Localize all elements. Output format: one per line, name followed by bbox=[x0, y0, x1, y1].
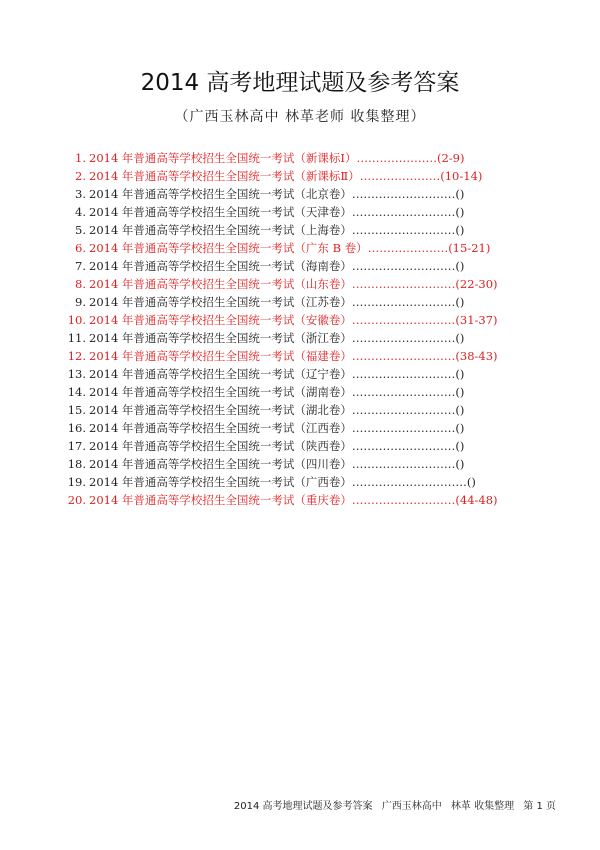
toc-entry-exam: 2014 年普通高等学校招生全国统一考试 bbox=[89, 403, 295, 417]
toc-entry-pages: () bbox=[455, 385, 465, 399]
toc-entry-exam: 2014 年普通高等学校招生全国统一考试 bbox=[89, 241, 295, 255]
toc-entry-exam: 2014 年普通高等学校招生全国统一考试 bbox=[89, 223, 295, 237]
toc-entry[interactable] bbox=[58, 383, 558, 401]
toc-entry-leader: ……………………… bbox=[351, 403, 456, 417]
toc-entry-number: 16. bbox=[67, 421, 86, 435]
toc-entry-paper: （新课标Ⅰ） bbox=[294, 151, 357, 165]
toc-entry-pages: (31-37) bbox=[455, 313, 498, 327]
toc-entry-leader: ………………………… bbox=[351, 475, 467, 489]
toc-entry-leader: ……………………… bbox=[351, 493, 456, 507]
toc-entry-pages: () bbox=[466, 475, 476, 489]
toc-entry-exam: 2014 年普通高等学校招生全国统一考试 bbox=[89, 277, 295, 291]
toc-entry[interactable] bbox=[58, 239, 558, 257]
toc-entry-number: 5. bbox=[75, 223, 86, 237]
toc-entry-number: 17. bbox=[67, 439, 86, 453]
toc-entry[interactable] bbox=[58, 275, 558, 293]
toc-entry-exam: 2014 年普通高等学校招生全国统一考试 bbox=[89, 331, 295, 345]
toc-entry-pages: () bbox=[455, 367, 465, 381]
toc-entry[interactable] bbox=[58, 221, 558, 239]
toc-entry-pages: (2-9) bbox=[436, 151, 465, 165]
toc-entry-paper: （辽宁卷） bbox=[294, 367, 352, 381]
toc-entry[interactable] bbox=[58, 455, 558, 473]
toc-entry[interactable] bbox=[58, 185, 558, 203]
toc-entry-number: 11. bbox=[67, 331, 86, 345]
toc-entry-number: 1. bbox=[75, 151, 86, 165]
toc-entry-exam: 2014 年普通高等学校招生全国统一考试 bbox=[89, 457, 295, 471]
footer-page-number: 第 1 页 bbox=[523, 801, 556, 812]
toc-entry-paper: （新课标Ⅱ） bbox=[294, 169, 360, 183]
toc-entry-number: 7. bbox=[75, 259, 86, 273]
toc-entry-paper: （广东 B 卷） bbox=[294, 241, 368, 255]
footer-doc-title: 2014 高考地理试题及参考答案 bbox=[233, 801, 373, 812]
toc-entry-paper: （江苏卷） bbox=[294, 295, 352, 309]
toc-entry[interactable] bbox=[58, 419, 558, 437]
toc-entry[interactable] bbox=[58, 491, 558, 509]
toc-entry-leader: ……………………… bbox=[351, 259, 456, 273]
toc-entry-leader: ……………………… bbox=[351, 457, 456, 471]
table-of-contents bbox=[58, 149, 558, 509]
toc-entry-paper: （北京卷） bbox=[294, 187, 352, 201]
toc-entry-exam: 2014 年普通高等学校招生全国统一考试 bbox=[89, 367, 295, 381]
toc-entry-exam: 2014 年普通高等学校招生全国统一考试 bbox=[89, 205, 295, 219]
toc-entry[interactable] bbox=[58, 167, 558, 185]
page-title: 2014 高考地理试题及参考答案 bbox=[140, 70, 460, 96]
toc-entry-exam: 2014 年普通高等学校招生全国统一考试 bbox=[89, 421, 295, 435]
toc-entry[interactable] bbox=[58, 311, 558, 329]
toc-entry-paper: （江西卷） bbox=[294, 421, 352, 435]
toc-entry-pages: (38-43) bbox=[455, 349, 498, 363]
toc-entry-pages: (22-30) bbox=[455, 277, 498, 291]
toc-entry-leader: ……………………… bbox=[351, 367, 456, 381]
toc-entry-number: 3. bbox=[75, 187, 86, 201]
toc-entry-number: 20. bbox=[67, 493, 86, 507]
toc-entry-pages: () bbox=[455, 205, 465, 219]
toc-entry-pages: () bbox=[455, 331, 465, 345]
toc-entry-leader: ……………………… bbox=[351, 223, 456, 237]
toc-entry[interactable] bbox=[58, 473, 558, 491]
toc-entry-paper: （四川卷） bbox=[294, 457, 352, 471]
toc-entry-paper: （安徽卷） bbox=[294, 313, 352, 327]
toc-entry-number: 2. bbox=[75, 169, 86, 183]
toc-entry-exam: 2014 年普通高等学校招生全国统一考试 bbox=[89, 439, 295, 453]
toc-entry-number: 14. bbox=[67, 385, 86, 399]
toc-entry-pages: (44-48) bbox=[455, 493, 498, 507]
footer-collector: 林革 收集整理 bbox=[450, 801, 515, 812]
toc-entry-number: 15. bbox=[67, 403, 86, 417]
toc-entry-paper: （山东卷） bbox=[294, 277, 352, 291]
toc-entry-exam: 2014 年普通高等学校招生全国统一考试 bbox=[89, 259, 295, 273]
toc-entry-leader: ……………………… bbox=[351, 277, 456, 291]
toc-entry-paper: （陕西卷） bbox=[294, 439, 352, 453]
toc-entry-pages: () bbox=[455, 421, 465, 435]
toc-entry-leader: ……………………… bbox=[351, 187, 456, 201]
toc-entry[interactable] bbox=[58, 347, 558, 365]
toc-entry-number: 6. bbox=[75, 241, 86, 255]
toc-entry-leader: ……………………… bbox=[351, 385, 456, 399]
toc-entry-paper: （海南卷） bbox=[294, 259, 352, 273]
toc-entry-exam: 2014 年普通高等学校招生全国统一考试 bbox=[89, 169, 295, 183]
toc-entry-exam: 2014 年普通高等学校招生全国统一考试 bbox=[89, 313, 295, 327]
toc-entry-pages: (10-14) bbox=[440, 169, 483, 183]
toc-entry-pages: (15-21) bbox=[448, 241, 491, 255]
toc-entry-leader: ……………………… bbox=[351, 295, 456, 309]
toc-entry-exam: 2014 年普通高等学校招生全国统一考试 bbox=[89, 493, 295, 507]
toc-entry-leader: ……………………… bbox=[351, 205, 456, 219]
toc-entry-number: 4. bbox=[75, 205, 86, 219]
toc-entry-leader: ……………………… bbox=[351, 439, 456, 453]
toc-entry-exam: 2014 年普通高等学校招生全国统一考试 bbox=[89, 187, 295, 201]
toc-entry-paper: （湖南卷） bbox=[294, 385, 352, 399]
toc-entry-exam: 2014 年普通高等学校招生全国统一考试 bbox=[89, 475, 295, 489]
toc-entry[interactable] bbox=[58, 293, 558, 311]
toc-entry-pages: () bbox=[455, 439, 465, 453]
toc-entry-paper: （上海卷） bbox=[294, 223, 352, 237]
toc-entry-paper: （浙江卷） bbox=[294, 331, 352, 345]
toc-entry-exam: 2014 年普通高等学校招生全国统一考试 bbox=[89, 385, 295, 399]
toc-entry-leader: ……………………… bbox=[351, 349, 456, 363]
toc-entry-pages: () bbox=[455, 403, 465, 417]
toc-entry-paper: （广西卷） bbox=[294, 475, 352, 489]
toc-entry[interactable] bbox=[58, 329, 558, 347]
toc-entry-pages: () bbox=[455, 259, 465, 273]
page-footer bbox=[228, 797, 556, 812]
toc-entry-pages: () bbox=[455, 187, 465, 201]
toc-entry-number: 9. bbox=[75, 295, 86, 309]
toc-entry-number: 12. bbox=[67, 349, 86, 363]
toc-entry-leader: ………………… bbox=[359, 169, 441, 183]
page-subtitle: （广西玉林高中 林革老师 收集整理） bbox=[174, 109, 426, 125]
toc-entry-leader: ……………………… bbox=[351, 313, 456, 327]
footer-school: 广西玉林高中 bbox=[381, 801, 442, 812]
toc-entry-number: 13. bbox=[67, 367, 86, 381]
toc-entry-paper: （天津卷） bbox=[294, 205, 352, 219]
toc-entry-exam: 2014 年普通高等学校招生全国统一考试 bbox=[89, 349, 295, 363]
toc-entry-leader: ………………… bbox=[356, 151, 437, 165]
toc-entry-leader: ……………………… bbox=[351, 331, 456, 345]
toc-entry-pages: () bbox=[455, 223, 465, 237]
toc-entry-paper: （重庆卷） bbox=[294, 493, 352, 507]
toc-entry-leader: ………………… bbox=[367, 241, 449, 255]
toc-entry-number: 10. bbox=[67, 313, 86, 327]
toc-entry-exam: 2014 年普通高等学校招生全国统一考试 bbox=[89, 295, 295, 309]
toc-entry-paper: （湖北卷） bbox=[294, 403, 352, 417]
toc-entry[interactable] bbox=[58, 149, 558, 167]
toc-entry[interactable] bbox=[58, 401, 558, 419]
toc-entry[interactable] bbox=[58, 437, 558, 455]
toc-entry-exam: 2014 年普通高等学校招生全国统一考试 bbox=[89, 151, 295, 165]
toc-entry[interactable] bbox=[58, 365, 558, 383]
toc-entry[interactable] bbox=[58, 257, 558, 275]
toc-entry-number: 19. bbox=[67, 475, 86, 489]
toc-entry-pages: () bbox=[455, 295, 465, 309]
toc-entry-number: 8. bbox=[75, 277, 86, 291]
toc-entry-leader: ……………………… bbox=[351, 421, 456, 435]
toc-entry-number: 18. bbox=[67, 457, 86, 471]
toc-entry-paper: （福建卷） bbox=[294, 349, 352, 363]
toc-entry-pages: () bbox=[455, 457, 465, 471]
toc-entry[interactable] bbox=[58, 203, 558, 221]
